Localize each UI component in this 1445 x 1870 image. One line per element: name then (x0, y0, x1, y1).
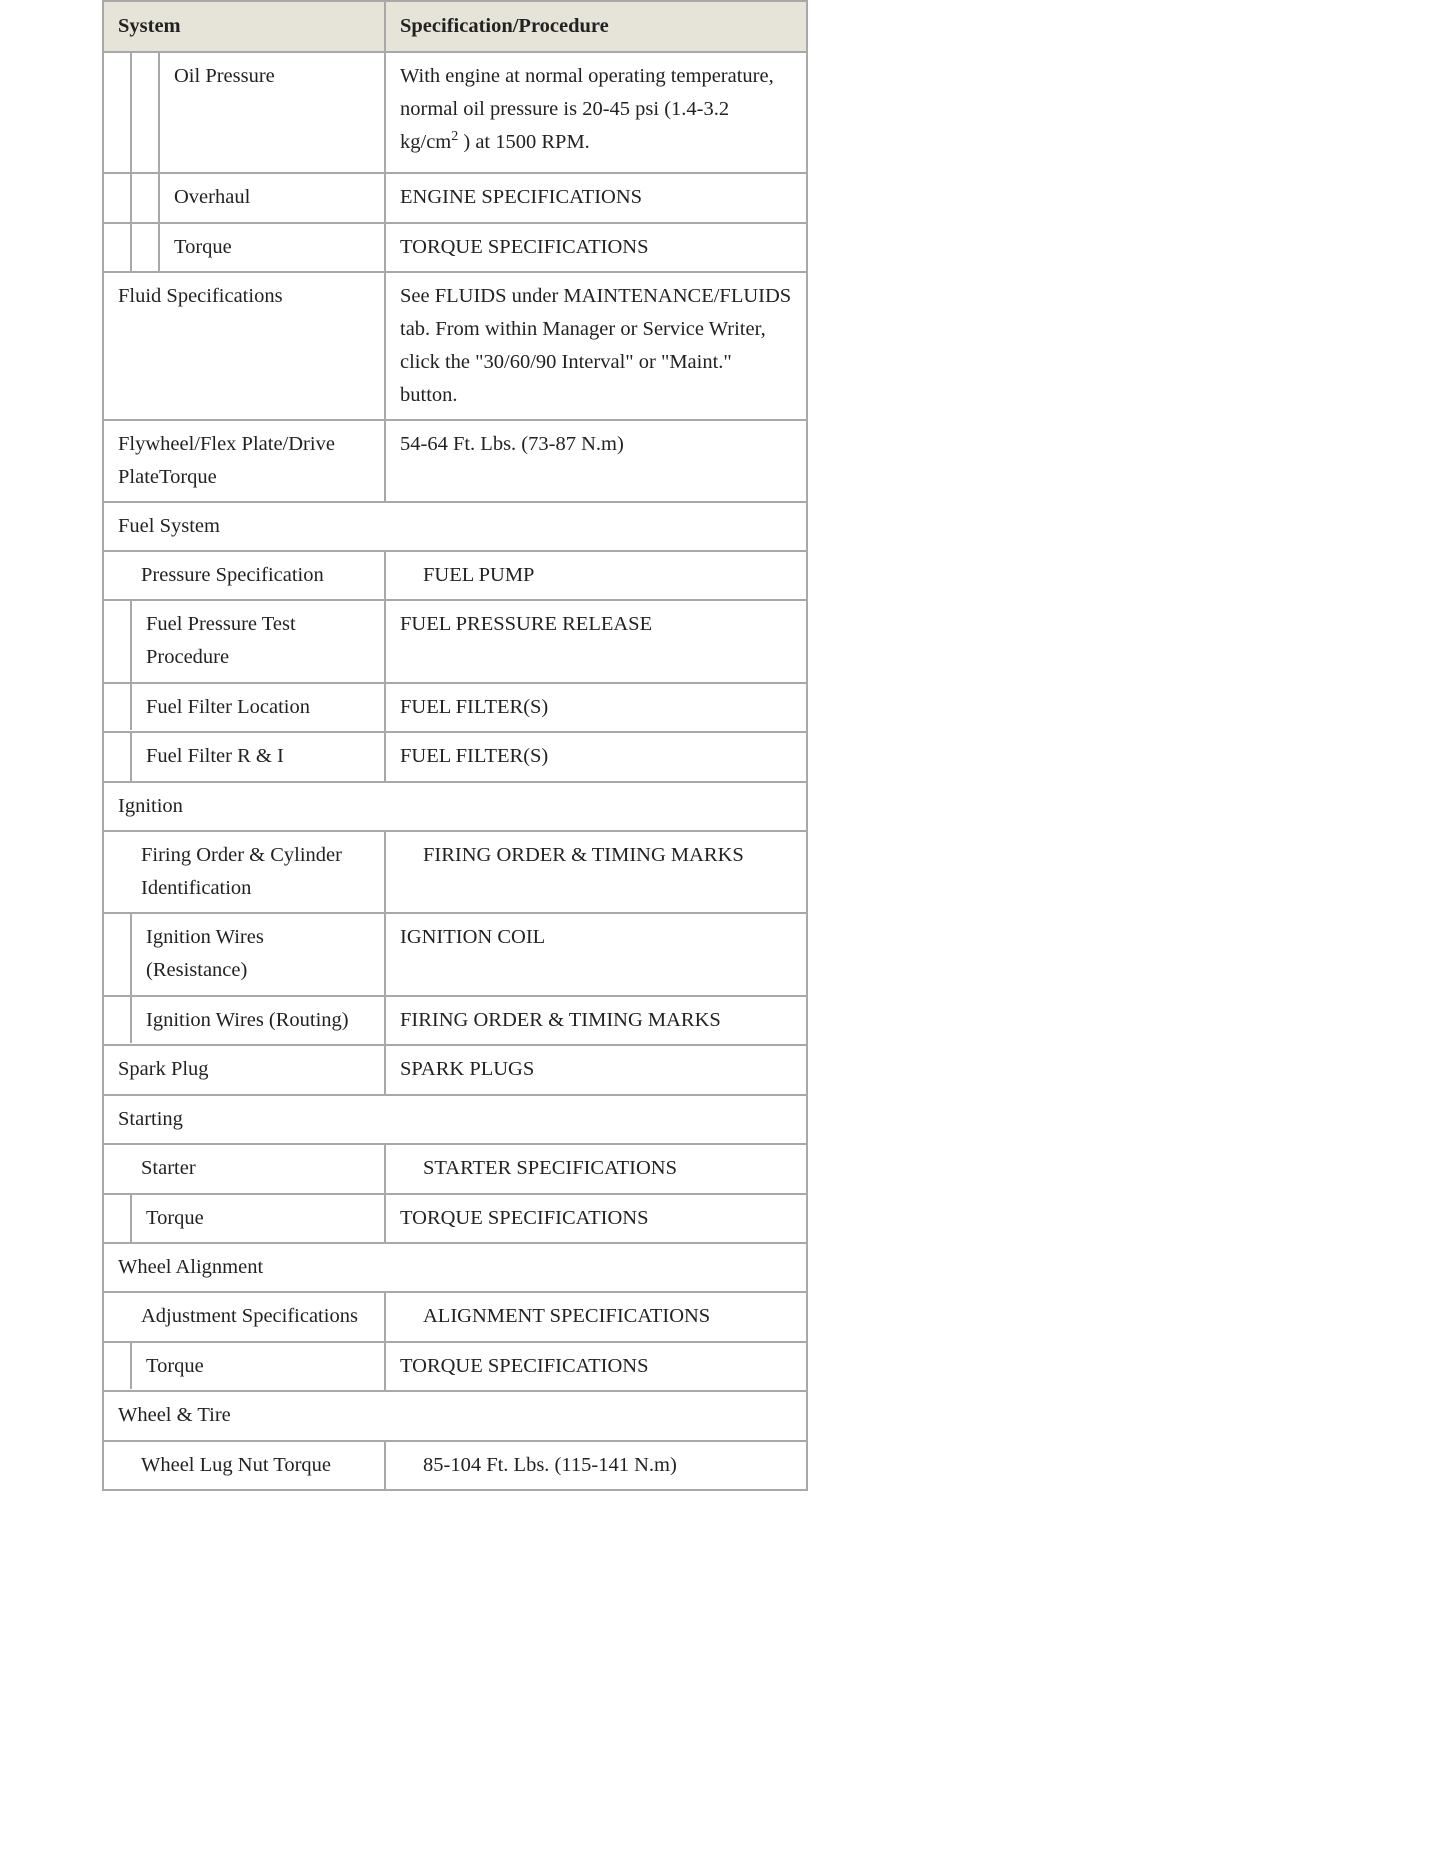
system-label: Adjustment Specifications (141, 1305, 358, 1327)
spec-cell (385, 272, 807, 420)
spec-cell (385, 831, 807, 913)
system-label: Fluid Specifications (118, 285, 283, 307)
spec-text: STARTER SPECIFICATIONS (423, 1157, 677, 1179)
section-cell (103, 1095, 807, 1144)
table-row (103, 272, 807, 420)
spec-text: FIRING ORDER & TIMING MARKS (400, 1009, 721, 1031)
table-row (103, 1194, 807, 1243)
system-cell (103, 1292, 385, 1342)
spec-text: ALIGNMENT SPECIFICATIONS (423, 1305, 711, 1327)
indent-gutter (132, 53, 160, 172)
spec-cell (385, 551, 807, 600)
section-cell (103, 782, 807, 831)
system-cell (103, 52, 385, 173)
spec-text: IGNITION COIL (400, 926, 546, 948)
section-row (103, 1243, 807, 1292)
spec-cell (385, 1441, 807, 1490)
table-row (103, 996, 807, 1045)
system-cell (103, 913, 385, 996)
system-cell (103, 551, 385, 600)
system-cell (103, 831, 385, 913)
system-label: Ignition Wires (Routing) (146, 1009, 349, 1031)
spec-cell (385, 1144, 807, 1194)
system-label: Torque (174, 236, 232, 258)
table-row (103, 1342, 807, 1391)
system-label: Flywheel/Flex Plate/Drive PlateTorque (118, 433, 335, 488)
system-cell (103, 1194, 385, 1243)
section-label: Wheel Alignment (118, 1256, 264, 1278)
system-cell (103, 1441, 385, 1490)
table-row (103, 913, 807, 996)
spec-text: 54-64 Ft. Lbs. (73-87 N.m) (400, 433, 624, 455)
superscript: 2 (451, 129, 459, 145)
table-row (103, 551, 807, 600)
indent-gutter (104, 997, 132, 1043)
system-label: Firing Order & Cylinder Identification (141, 844, 342, 899)
system-cell (103, 173, 385, 223)
spec-text: With engine at normal operating temperature, normal oil pressure is 20-45 psi (1.4-3.2 $kg/cm^2$ ) at 1500 RPM. (400, 65, 774, 153)
spec-cell (385, 52, 807, 173)
section-label: Starting (118, 1108, 183, 1130)
spec-text: FUEL FILTER(S) (400, 696, 549, 718)
specification-table (102, 0, 808, 1491)
system-cell (103, 272, 385, 420)
indent-gutter (104, 684, 132, 730)
spec-cell (385, 732, 807, 782)
system-cell (103, 683, 385, 732)
spec-text: FUEL FILTER(S) (400, 745, 549, 767)
system-label: Fuel Filter R & I (146, 745, 284, 767)
spec-cell (385, 1342, 807, 1391)
system-cell (103, 223, 385, 272)
system-label: Wheel Lug Nut Torque (141, 1454, 332, 1476)
section-row (103, 782, 807, 831)
spec-text: FIRING ORDER & TIMING MARKS (423, 844, 744, 866)
spec-text: See FLUIDS under MAINTENANCE/FLUIDS tab. From within Manager or Service Writer, click the "30/60/90 Interval" or "Maint." button. (400, 285, 792, 406)
table-row (103, 600, 807, 683)
section-row (103, 1095, 807, 1144)
indent-gutter (104, 914, 132, 995)
spec-cell (385, 913, 807, 996)
indent-gutter (104, 224, 132, 271)
system-label: Pressure Specification (141, 564, 324, 586)
table-row (103, 732, 807, 782)
system-cell (103, 1045, 385, 1095)
section-label: Wheel & Tire (118, 1404, 231, 1426)
system-label: Torque (146, 1355, 204, 1377)
spec-cell (385, 420, 807, 502)
system-label: Ignition Wires (Resistance) (146, 926, 264, 981)
spec-text: 85-104 Ft. Lbs. (115-141 N.m) (423, 1454, 677, 1476)
spec-text: TORQUE SPECIFICATIONS (400, 236, 649, 258)
system-cell (103, 600, 385, 683)
system-label: Fuel Filter Location (146, 696, 310, 718)
spec-cell (385, 1045, 807, 1095)
spec-text: FUEL PUMP (423, 564, 535, 586)
spec-cell (385, 683, 807, 732)
table-row (103, 223, 807, 272)
system-label: Fuel Pressure Test Procedure (146, 613, 296, 668)
indent-gutter (132, 174, 160, 222)
table-row (103, 831, 807, 913)
system-cell (103, 732, 385, 782)
spec-text: ENGINE SPECIFICATIONS (400, 186, 643, 208)
indent-gutter (104, 733, 132, 781)
table-row (103, 1045, 807, 1095)
table-row (103, 173, 807, 223)
table-row (103, 1292, 807, 1342)
spec-cell (385, 1194, 807, 1243)
spec-cell (385, 223, 807, 272)
system-label: Starter (141, 1157, 196, 1179)
section-cell (103, 1243, 807, 1292)
column-header-spec: Specification/Procedure (385, 1, 807, 52)
column-header-system: System (103, 1, 385, 52)
section-label: Ignition (118, 795, 183, 817)
system-label: Overhaul (174, 186, 251, 208)
indent-gutter (104, 601, 132, 682)
indent-gutter (132, 224, 160, 271)
spec-text: SPARK PLUGS (400, 1058, 535, 1080)
system-cell (103, 420, 385, 502)
table-header-row (103, 1, 807, 52)
system-label: Spark Plug (118, 1058, 209, 1080)
table-row (103, 52, 807, 173)
spec-cell (385, 600, 807, 683)
system-cell (103, 1144, 385, 1194)
spec-text: TORQUE SPECIFICATIONS (400, 1355, 649, 1377)
spec-cell (385, 1292, 807, 1342)
section-row (103, 502, 807, 551)
table-row (103, 683, 807, 732)
indent-gutter (104, 53, 132, 172)
system-label: Oil Pressure (174, 65, 275, 87)
indent-gutter (104, 1343, 132, 1389)
table-row (103, 1441, 807, 1490)
section-row (103, 1391, 807, 1441)
system-cell (103, 996, 385, 1045)
section-cell (103, 502, 807, 551)
spec-text: TORQUE SPECIFICATIONS (400, 1207, 649, 1229)
system-label: Torque (146, 1207, 204, 1229)
indent-gutter (104, 174, 132, 222)
table-row (103, 420, 807, 502)
spec-cell (385, 173, 807, 223)
spec-cell (385, 996, 807, 1045)
spec-text: FUEL PRESSURE RELEASE (400, 613, 653, 635)
system-cell (103, 1342, 385, 1391)
section-cell (103, 1391, 807, 1441)
indent-gutter (104, 1195, 132, 1242)
section-label: Fuel System (118, 515, 220, 537)
table-row (103, 1144, 807, 1194)
